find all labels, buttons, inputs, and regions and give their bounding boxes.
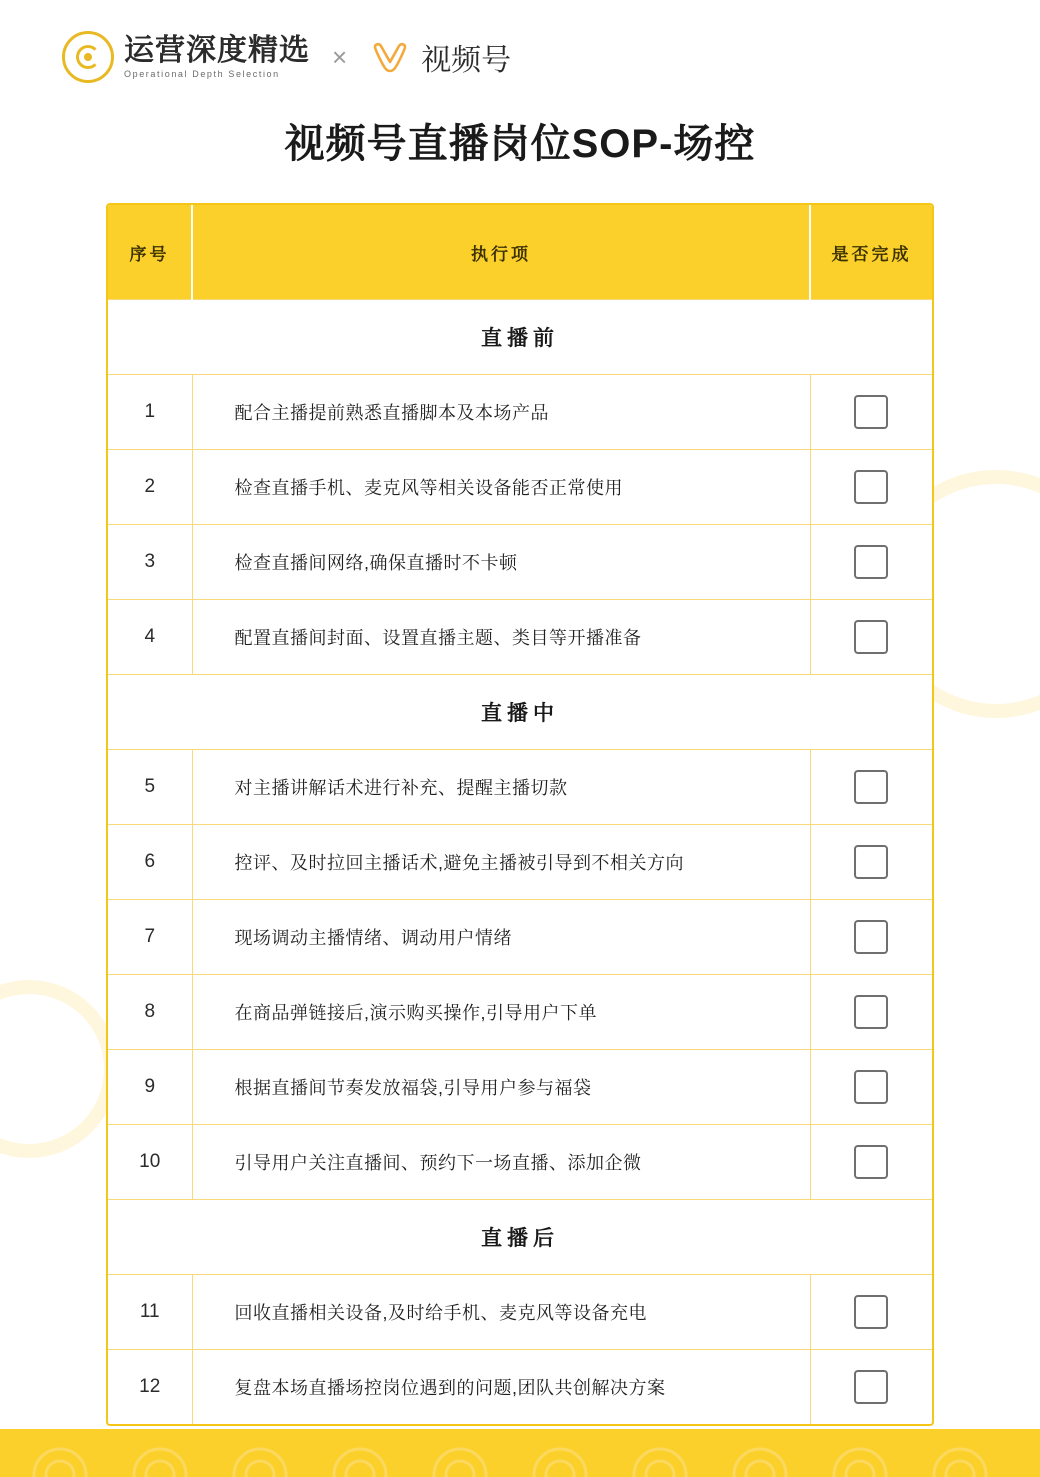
column-header-done: 是否完成 (810, 205, 932, 300)
row-index: 9 (108, 1050, 192, 1125)
table-row (108, 825, 932, 900)
row-done-cell (810, 975, 932, 1050)
table-row (108, 375, 932, 450)
table-row (108, 525, 932, 600)
row-done-cell (810, 1125, 932, 1200)
table-row (108, 1050, 932, 1125)
row-index: 2 (108, 450, 192, 525)
row-done-cell (810, 525, 932, 600)
table-row (108, 750, 932, 825)
sop-table-container (106, 203, 934, 1426)
completion-checkbox[interactable] (854, 845, 888, 879)
table-row (108, 1275, 932, 1350)
table-row (108, 900, 932, 975)
column-header-index: 序号 (108, 205, 192, 300)
completion-checkbox[interactable] (854, 395, 888, 429)
footer-decoration-band (0, 1429, 1040, 1477)
brand-logo-en: Operational Depth Selection (124, 68, 280, 79)
partner-name: 视频号 (421, 44, 512, 77)
row-done-cell (810, 750, 932, 825)
completion-checkbox[interactable] (854, 770, 888, 804)
table-body (108, 300, 932, 1425)
wechat-channels-icon (369, 36, 411, 78)
row-index: 6 (108, 825, 192, 900)
section-row (108, 300, 932, 375)
row-done-cell (810, 1275, 932, 1350)
section-label: 直播前 (108, 300, 932, 375)
row-task-text: 根据直播间节奏发放福袋,引导用户参与福袋 (192, 1050, 810, 1125)
page-title: 视频号直播岗位SOP-场控 (284, 122, 756, 166)
completion-checkbox[interactable] (854, 1070, 888, 1104)
row-done-cell (810, 450, 932, 525)
section-row (108, 1200, 932, 1275)
completion-checkbox[interactable] (854, 1370, 888, 1404)
row-done-cell (810, 600, 932, 675)
row-done-cell (810, 900, 932, 975)
row-task-text: 对主播讲解话术进行补充、提醒主播切款 (192, 750, 810, 825)
row-task-text: 控评、及时拉回主播话术,避免主播被引导到不相关方向 (192, 825, 810, 900)
row-task-text: 现场调动主播情绪、调动用户情绪 (192, 900, 810, 975)
row-done-cell (810, 825, 932, 900)
row-index: 4 (108, 600, 192, 675)
row-task-text: 检查直播手机、麦克风等相关设备能否正常使用 (192, 450, 810, 525)
row-index: 10 (108, 1125, 192, 1200)
table-row (108, 1350, 932, 1425)
completion-checkbox[interactable] (854, 1145, 888, 1179)
completion-checkbox[interactable] (854, 920, 888, 954)
brand-logo-text (124, 33, 310, 79)
completion-checkbox[interactable] (854, 470, 888, 504)
row-index: 1 (108, 375, 192, 450)
section-label: 直播中 (108, 675, 932, 750)
completion-checkbox[interactable] (854, 620, 888, 654)
row-task-text: 回收直播相关设备,及时给手机、麦克风等设备充电 (192, 1275, 810, 1350)
row-done-cell (810, 375, 932, 450)
row-index: 11 (108, 1275, 192, 1350)
row-done-cell (810, 1350, 932, 1425)
row-index: 5 (108, 750, 192, 825)
completion-checkbox[interactable] (854, 545, 888, 579)
spiral-circle-logo-icon (62, 31, 114, 83)
watermark-circle-left (0, 980, 118, 1158)
row-done-cell (810, 1050, 932, 1125)
row-task-text: 引导用户关注直播间、预约下一场直播、添加企微 (192, 1125, 810, 1200)
brand-logo-cn: 运营深度精选 (124, 33, 310, 67)
row-task-text: 配合主播提前熟悉直播脚本及本场产品 (192, 375, 810, 450)
row-index: 12 (108, 1350, 192, 1425)
row-task-text: 在商品弹链接后,演示购买操作,引导用户下单 (192, 975, 810, 1050)
table-row (108, 450, 932, 525)
row-task-text: 复盘本场直播场控岗位遇到的问题,团队共创解决方案 (192, 1350, 810, 1425)
section-row (108, 675, 932, 750)
row-index: 8 (108, 975, 192, 1050)
section-label: 直播后 (108, 1200, 932, 1275)
table-row (108, 600, 932, 675)
row-task-text: 配置直播间封面、设置直播主题、类目等开播准备 (192, 600, 810, 675)
completion-checkbox[interactable] (854, 995, 888, 1029)
table-row (108, 1125, 932, 1200)
table-row (108, 975, 932, 1050)
table-header (108, 205, 932, 300)
completion-checkbox[interactable] (854, 1295, 888, 1329)
row-index: 7 (108, 900, 192, 975)
row-index: 3 (108, 525, 192, 600)
brand-separator: × (332, 41, 348, 72)
row-task-text: 检查直播间网络,确保直播时不卡顿 (192, 525, 810, 600)
brand-header (0, 0, 1040, 79)
column-header-task: 执行项 (192, 205, 810, 300)
sop-table (108, 205, 932, 1424)
